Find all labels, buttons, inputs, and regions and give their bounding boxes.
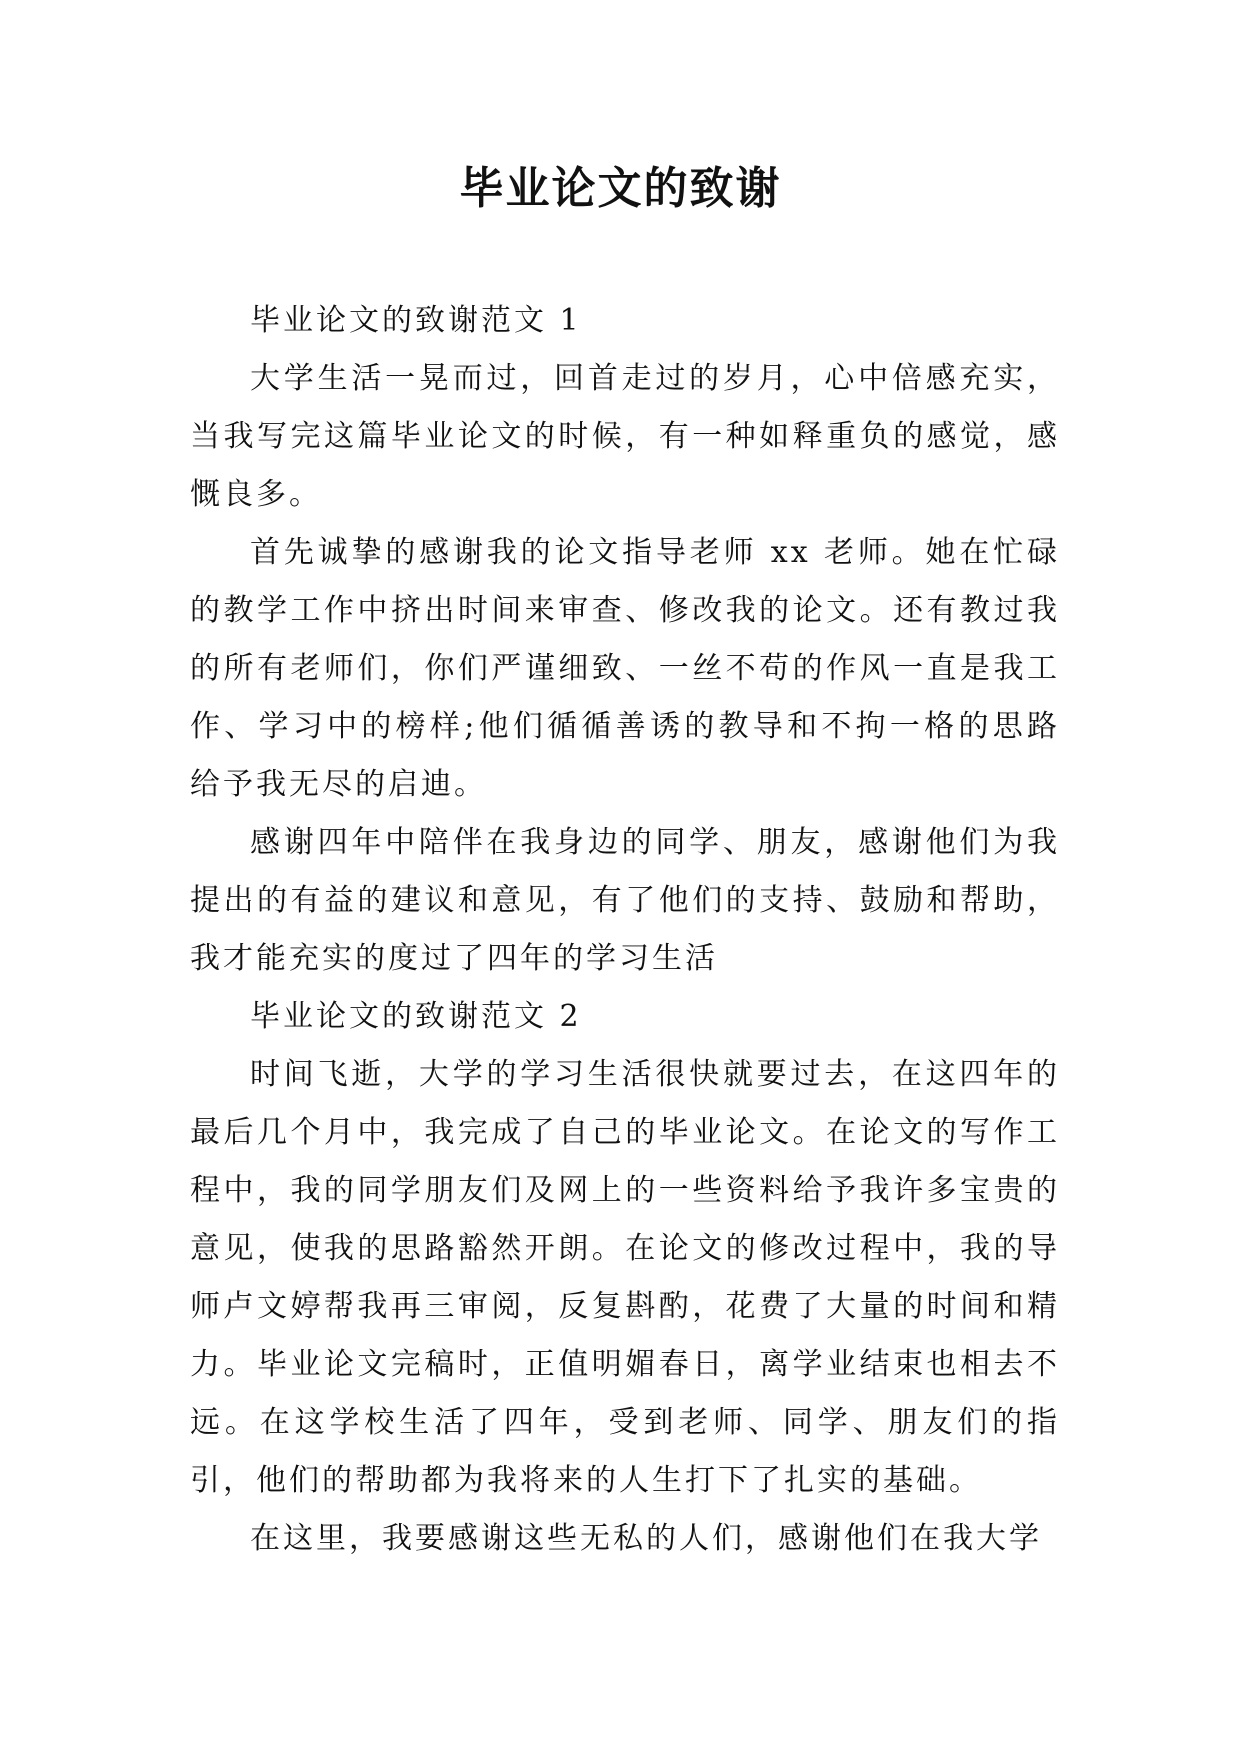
paragraph: 时间飞逝，大学的学习生活很快就要过去，在这四年的最后几个月中，我完成了自己的毕业论文。在论文的写作工程中，我的同学朋友们及网上的一些资料给予我许多宝贵的意见，使我的思路豁然开朗。在论文的修改过程中，我的导师卢文婷帮我再三审阅，反复斟酌，花费了大量的时间和精力。毕业论文完稿时，正值明媚春日，离学业结束也相去不远。在这学校生活了四年，受到老师、同学、朋友们的指引，他们的帮助都为我将来的人生打下了扎实的基础。 xyxy=(190,1057,1060,1498)
paragraph: 大学生活一晃而过，回首走过的岁月，心中倍感充实，当我写完这篇毕业论文的时候，有一种如释重负的感觉，感慨良多。 xyxy=(190,361,1060,512)
paragraph: 首先诚挚的感谢我的论文指导老师 xx 老师。她在忙碌的教学工作中挤出时间来审查、修改我的论文。还有教过我的所有老师们，你们严谨细致、一丝不苟的作风一直是我工作、学习中的榜样;他们循循善诱的教导和不拘一格的思路给予我无尽的启迪。 xyxy=(190,535,1060,802)
document-title: 毕业论文的致谢 xyxy=(459,163,782,214)
document-body xyxy=(190,292,1060,1568)
section-heading-2: 毕业论文的致谢范文 2 xyxy=(250,999,582,1034)
section-heading-1: 毕业论文的致谢范文 1 xyxy=(250,303,582,338)
paragraph: 感谢四年中陪伴在我身边的同学、朋友，感谢他们为我提出的有益的建议和意见，有了他们的支持、鼓励和帮助，我才能充实的度过了四年的学习生活 xyxy=(190,825,1060,976)
paragraph: 在这里，我要感谢这些无私的人们，感谢他们在我大学 xyxy=(250,1521,1042,1556)
